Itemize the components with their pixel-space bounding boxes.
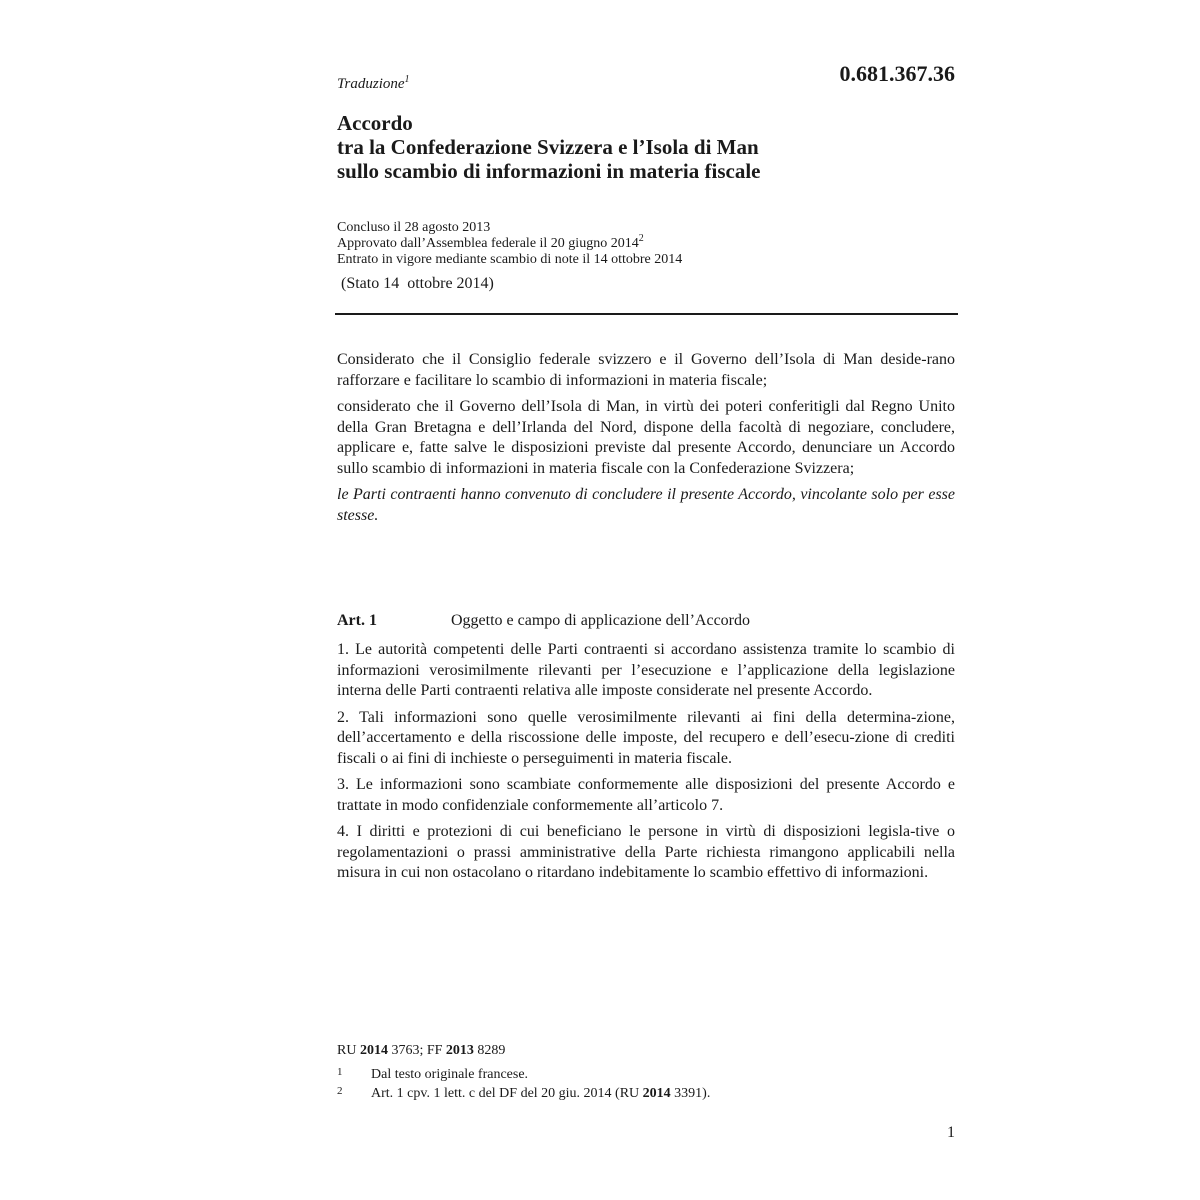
ru-label: RU (337, 1043, 357, 1058)
article-1-body (337, 640, 955, 890)
ru-year: 2014 (359, 1043, 388, 1058)
title-line-1: Accordo (337, 111, 413, 135)
footnote-1-text: Dal testo originale francese. (371, 1067, 529, 1082)
article-1-paragraph-4: 4. I diritti e protezioni di cui beneficiano le persone in virtù di disposizioni legisla-tive o regolamentazioni o prassi amministrative della Parte richiesta rimangono applicabili nella misura in cui non ostacolano o ritardano indebitamente lo scambio effettivo di informazioni. (337, 823, 955, 881)
ru-page: 3763; FF (391, 1043, 443, 1058)
footnote-1 (337, 1064, 710, 1083)
approved-date (337, 233, 682, 252)
footnotes (337, 1064, 710, 1102)
header-divider (335, 313, 958, 315)
status-date: (Stato 14 ottobre 2014) (341, 275, 494, 292)
article-1-number: Art. 1 (337, 612, 377, 629)
article-1-paragraph-3: 3. Le informazioni sono scambiate conformemente alle disposizioni del presente Accordo e trattate in modo confidenziale conformemente all’articolo 7. (337, 776, 955, 814)
ff-year: 2013 (445, 1043, 474, 1058)
translation-label-text: Traduzione (337, 76, 405, 92)
document-title (337, 111, 957, 183)
entry-into-force: Entrato in vigore mediante scambio di note il 14 ottobre 2014 (337, 252, 683, 267)
preamble (337, 350, 955, 532)
article-1-paragraph-2: 2. Tali informazioni sono quelle verosimilmente rilevanti ai fini della determina-zione, dell’accertamento e della riscossione delle imposte, del recupero e dell’esecu-zione di crediti fiscali o ai fini di inchieste o perseguimenti in materia fiscale. (337, 708, 955, 767)
approved-date-text: Approvato dall’Assemblea federale il 20 giugno 2014 (337, 236, 639, 251)
preamble-paragraph-3: le Parti contraenti hanno convenuto di concludere il presente Accordo, vincolante solo per esse stesse. (337, 486, 955, 524)
official-compilation-reference (337, 1043, 505, 1059)
footnote-2-text: Art. 1 cpv. 1 lett. c del DF del 20 giu. 2014 (RU (371, 1086, 640, 1101)
footnote-1-mark: 1 (337, 1066, 343, 1078)
title-line-2: tra la Confederazione Svizzera e l’Isola di Man (337, 135, 759, 159)
translation-label (337, 76, 410, 93)
preamble-paragraph-1: Considerato che il Consiglio federale svizzero e il Governo dell’Isola di Man deside-rano rafforzare e facilitare lo scambio di informazioni in materia fiscale; (337, 351, 955, 389)
title-line-3: sullo scambio di informazioni in materia fiscale (337, 159, 761, 183)
article-1-title: Oggetto e campo di applicazione dell’Accordo (451, 612, 750, 629)
preamble-paragraph-2: considerato che il Governo dell’Isola di Man, in virtù dei poteri conferitigli dal Regno Unito della Gran Bretagna e dell’Irlanda del Nord, dispone della facoltà di negoziare, concludere, applicare e, fatte salve le disposizioni previste dal presente Accordo, denunciare un Accordo sullo scambio di informazioni in materia fiscale con la Confederazione Svizzera; (337, 398, 955, 477)
footnote-ref-2: 2 (638, 233, 644, 244)
footnote-2-text-end: 3391). (674, 1086, 711, 1101)
footnote-2-mark: 2 (337, 1085, 343, 1097)
footnote-2-year: 2014 (642, 1086, 671, 1101)
page-number: 1 (947, 1124, 955, 1141)
document-meta (337, 220, 682, 268)
concluded-date: Concluso il 28 agosto 2013 (337, 220, 491, 235)
ff-page: 8289 (477, 1043, 506, 1058)
article-1-heading (337, 612, 955, 630)
footnote-2 (337, 1083, 710, 1102)
article-1-paragraph-1: 1. Le autorità competenti delle Parti contraenti si accordano assistenza tramite lo scambio di informazioni verosimilmente rilevanti per l’esecuzione e l’applicazione della legislazione interna delle Parti contraenti relativa alle imposte considerate nel presente Accordo. (337, 641, 955, 699)
sr-number: 0.681.367.36 (839, 61, 955, 86)
footnote-ref-1: 1 (404, 74, 410, 85)
